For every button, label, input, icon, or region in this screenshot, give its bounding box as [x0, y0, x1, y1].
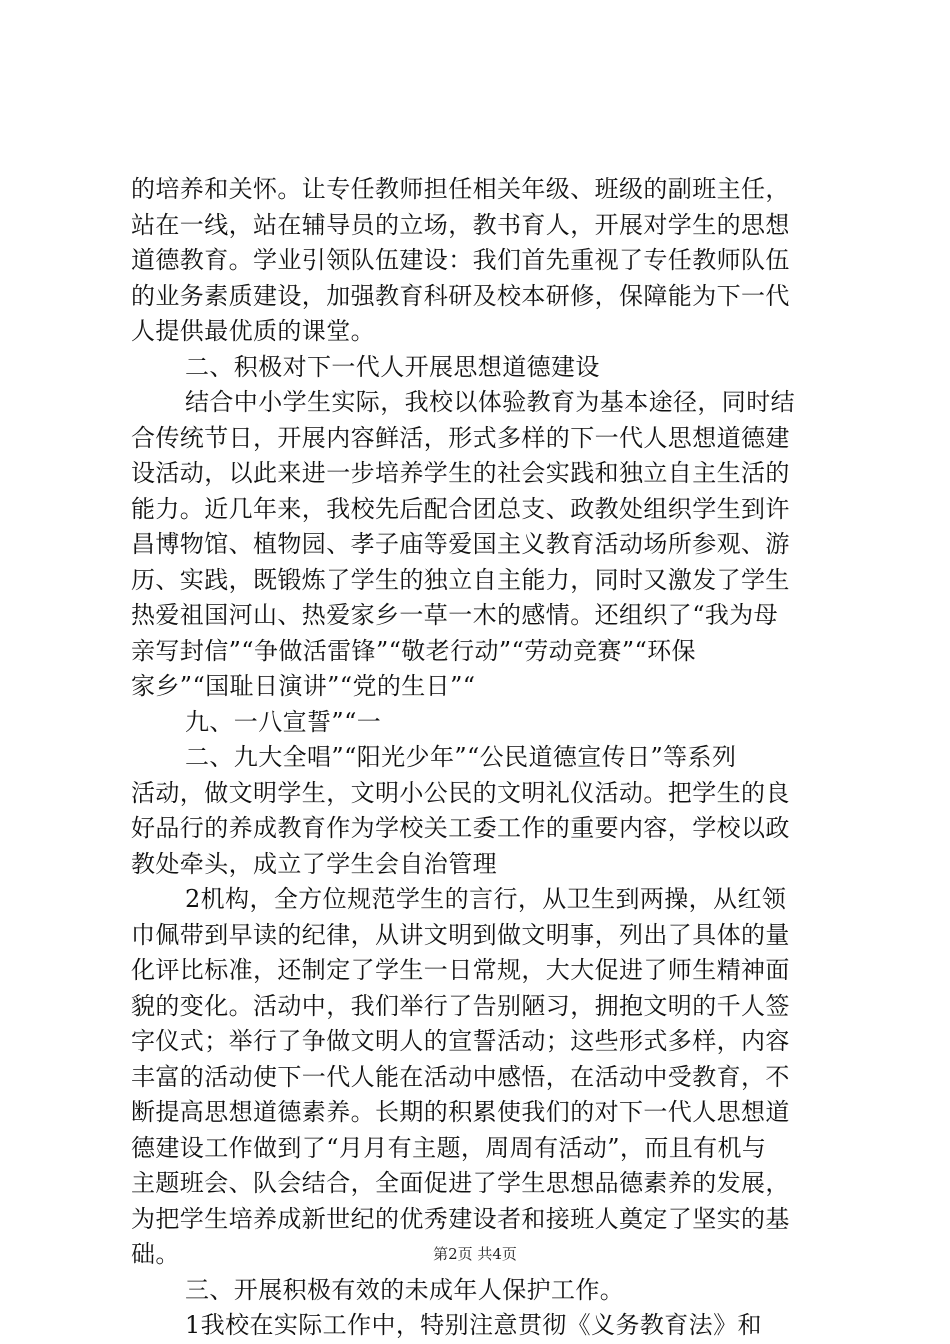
text-line: 断提高思想道德素养。长期的积累使我们的对下一代人思想道 — [131, 1098, 790, 1126]
text-line: 貌的变化。活动中，我们举行了告别陋习，拥抱文明的千人签 — [131, 991, 790, 1020]
text-line: 昌博物馆、植物园、孝子庙等爱国主义教育活动场所参观、游 — [131, 530, 790, 558]
text-line: 二、九大全唱”“阳光少年”“公民道德宣传日”等系列 — [185, 743, 737, 771]
text-line: 1我校在实际工作中，特别注意贯彻《义务教育法》和 — [185, 1311, 762, 1339]
document-body — [131, 172, 831, 1344]
text-line: 丰富的活动使下一代人能在活动中感悟，在活动中受教育，不 — [131, 1062, 790, 1091]
text-line: 家乡”“国耻日演讲”“党的生日”“ — [131, 672, 476, 700]
text-line: 字仪式；举行了争做文明人的宣誓活动；这些形式多样，内容 — [131, 1027, 790, 1055]
text-line: 站在一线，站在辅导员的立场，教书育人，开展对学生的思想 — [131, 210, 790, 239]
text-line: 2机构，全方位规范学生的言行，从卫生到两操，从红领 — [185, 885, 787, 913]
text-line: 结合中小学生实际，我校以体验教育为基本途径，同时结 — [185, 388, 795, 416]
text-line: 的业务素质建设，加强教育科研及校本研修，保障能为下一代 — [131, 281, 790, 310]
text-line: 德建设工作做到了“月月有主题，周周有活动”，而且有机与 — [131, 1133, 767, 1162]
text-line: 为把学生培养成新世纪的优秀建设者和接班人奠定了坚实的基 — [131, 1204, 790, 1233]
text-line: 础。 — [131, 1240, 180, 1268]
text-line: 化评比标准，还制定了学生一日常规，大大促进了师生精神面 — [131, 956, 790, 984]
text-line: 九、一八宣誓”“一 — [185, 707, 382, 736]
text-line: 主题班会、队会结合，全面促进了学生思想品德素养的发展， — [131, 1169, 790, 1197]
text-line: 设活动，以此来进一步培养学生的社会实践和独立自主生活的 — [131, 459, 790, 487]
text-line: 二、积极对下一代人开展思想道德建设 — [185, 352, 600, 381]
text-line: 亲写封信”“争做活雷锋”“敬老行动”“劳动竞赛”“环保 — [131, 636, 696, 665]
text-line: 历、实践，既锻炼了学生的独立自主能力，同时又激发了学生 — [131, 565, 790, 594]
text-line: 道德教育。学业引领队伍建设：我们首先重视了专任教师队伍 — [131, 246, 790, 274]
text-line: 巾佩带到早读的纪律，从讲文明到做文明事，列出了具体的量 — [131, 920, 790, 949]
text-line: 合传统节日，开展内容鲜活，形式多样的下一代人思想道德建 — [131, 423, 790, 452]
text-line: 人提供最优质的课堂。 — [131, 317, 375, 345]
page-footer: 第2页 共4页 — [433, 1245, 517, 1263]
text-line: 三、开展积极有效的未成年人保护工作。 — [185, 1275, 625, 1304]
text-line: 热爱祖国河山、热爱家乡一草一木的感情。还组织了“我为母 — [131, 601, 779, 629]
text-line: 能力。近几年来，我校先后配合团总支、政教处组织学生到许 — [131, 494, 790, 523]
text-line: 的培养和关怀。让专任教师担任相关年级、班级的副班主任， — [131, 175, 790, 203]
text-line: 好品行的养成教育作为学校关工委工作的重要内容，学校以政 — [131, 814, 790, 842]
text-line: 教处牵头，成立了学生会自治管理 — [131, 849, 497, 878]
text-line: 活动，做文明学生，文明小公民的文明礼仪活动。把学生的良 — [131, 778, 790, 807]
